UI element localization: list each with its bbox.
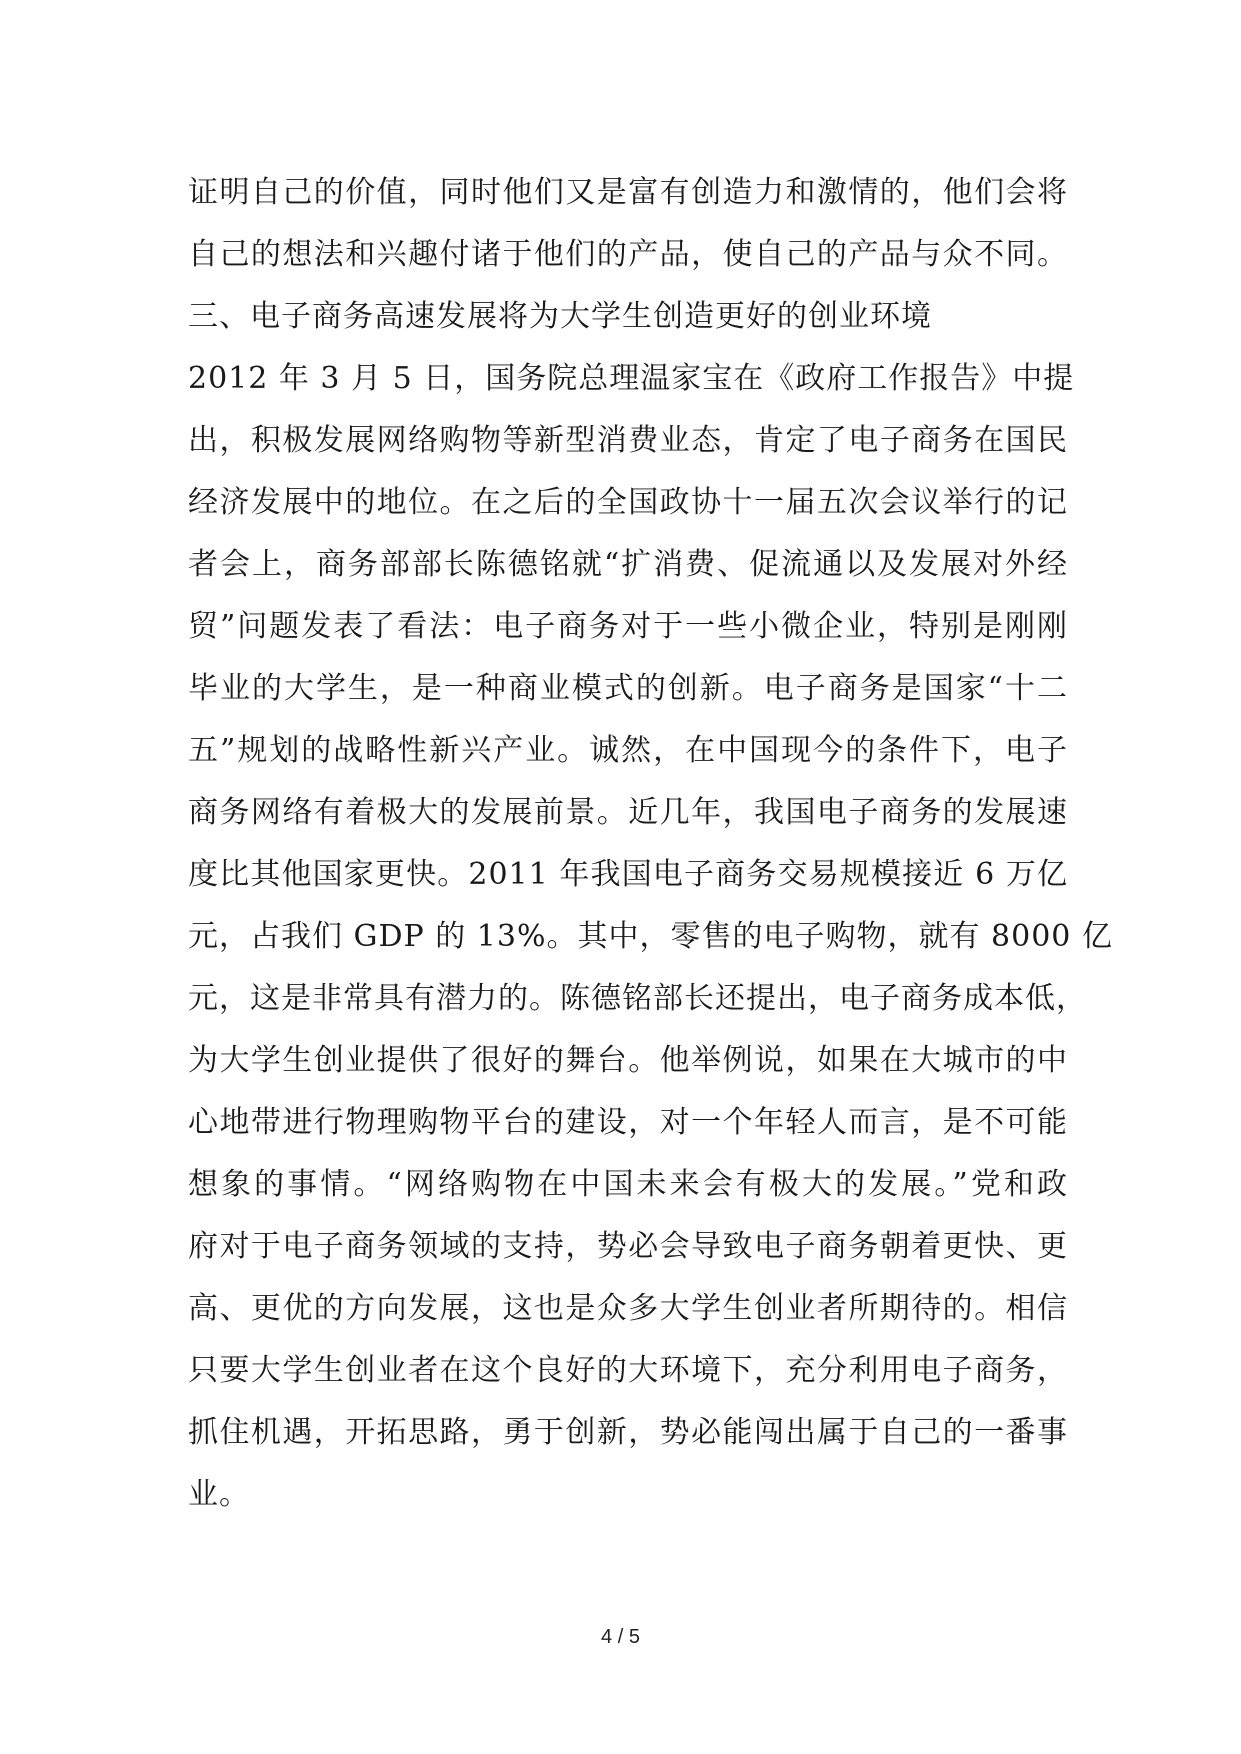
- text-line: 想象的事情。“网络购物在中国未来会有极大的发展。”党和政: [188, 1167, 1068, 1202]
- body-text: [188, 162, 1113, 1526]
- text-line: 者会上，商务部部长陈德铭就“扩消费、促流通以及发展对外经: [188, 547, 1068, 582]
- text-line: 毕业的大学生，是一种商业模式的创新。电子商务是国家“十二: [188, 671, 1068, 706]
- text-line: 自己的想法和兴趣付诸于他们的产品，使自己的产品与众不同。: [188, 237, 1068, 272]
- section-heading: 三、电子商务高速发展将为大学生创造更好的创业环境: [188, 299, 932, 334]
- text-line: 心地带进行物理购物平台的建设，对一个年轻人而言，是不可能: [188, 1105, 1068, 1140]
- page-number: 4 / 5: [601, 1626, 640, 1648]
- text-line: 府对于电子商务领域的支持，势必会导致电子商务朝着更快、更: [188, 1229, 1068, 1264]
- text-line: 五”规划的战略性新兴产业。诚然，在中国现今的条件下，电子: [188, 733, 1068, 768]
- text-line: 高、更优的方向发展，这也是众多大学生创业者所期待的。相信: [188, 1291, 1068, 1326]
- text-line: 抓住机遇，开拓思路，勇于创新，势必能闯出属于自己的一番事: [188, 1415, 1068, 1450]
- text-line: 元，这是非常具有潜力的。陈德铭部长还提出，电子商务成本低，: [188, 981, 1087, 1016]
- text-line: 出，积极发展网络购物等新型消费业态，肯定了电子商务在国民: [188, 423, 1068, 458]
- text-line: 贸”问题发表了看法：电子商务对于一些小微企业，特别是刚刚: [188, 609, 1068, 644]
- text-line: 元，占我们 GDP 的 13%。其中，零售的电子购物，就有 8000 亿: [188, 919, 1113, 954]
- text-line: 为大学生创业提供了很好的舞台。他举例说，如果在大城市的中: [188, 1043, 1068, 1078]
- text-line: 2012 年 3 月 5 日，国务院总理温家宝在《政府工作报告》中提: [188, 361, 1075, 396]
- text-line: 业。: [188, 1477, 250, 1512]
- text-line: 只要大学生创业者在这个良好的大环境下，充分利用电子商务，: [188, 1353, 1068, 1388]
- text-line: 商务网络有着极大的发展前景。近几年，我国电子商务的发展速: [188, 795, 1068, 830]
- text-line: 度比其他国家更快。2011 年我国电子商务交易规模接近 6 万亿: [188, 857, 1068, 892]
- text-line: 证明自己的价值，同时他们又是富有创造力和激情的，他们会将: [188, 175, 1068, 210]
- text-line: 经济发展中的地位。在之后的全国政协十一届五次会议举行的记: [188, 485, 1068, 520]
